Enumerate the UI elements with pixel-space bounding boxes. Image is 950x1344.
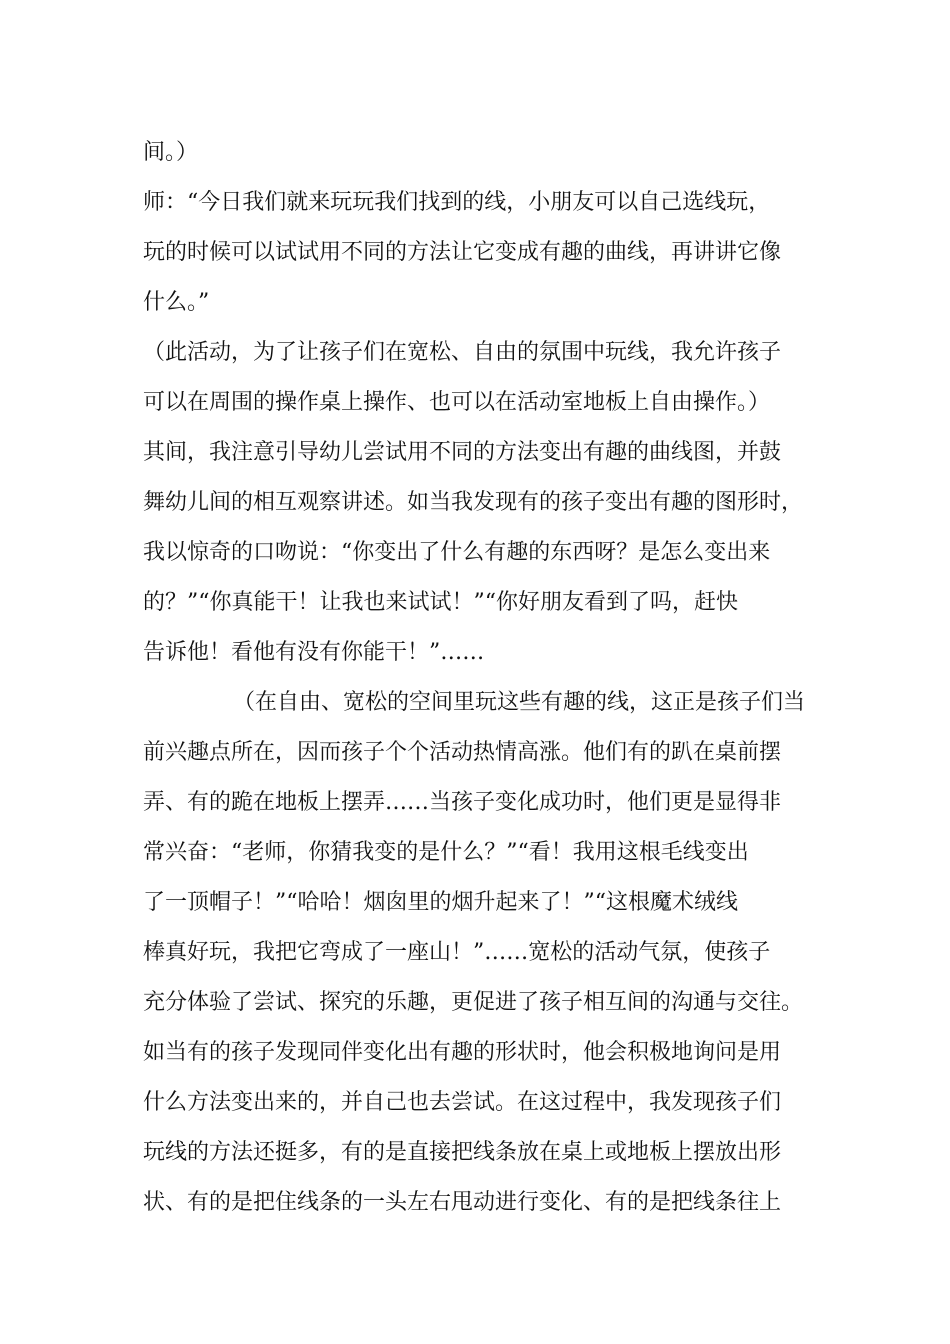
text-line: 玩的时候可以试试用不同的方法让它变成有趣的曲线，再讲讲它像 (143, 240, 782, 265)
text-line: 的？”“你真能干！让我也来试试！”“你好朋友看到了吗，赶快 (143, 590, 738, 615)
text-line: （此活动，为了让孩子们在宽松、自由的氛围中玩线，我允许孩子 (143, 340, 782, 365)
text-line: 状、有的是把住线条的一头左右甩动进行变化、有的是把线条往上 (143, 1190, 782, 1215)
body-text (143, 128, 823, 1228)
text-line: 舞幼儿间的相互观察讲述。如当我发现有的孩子变出有趣的图形时， (143, 490, 804, 515)
text-line: 师：“今日我们就来玩玩我们找到的线，小朋友可以自己选线玩， (143, 190, 771, 215)
text-line: 玩线的方法还挺多，有的是直接把线条放在桌上或地板上摆放出形 (143, 1140, 782, 1165)
text-line: 如当有的孩子发现同伴变化出有趣的形状时，他会积极地询问是用 (143, 1040, 782, 1065)
text-line: 前兴趣点所在，因而孩子个个活动热情高涨。他们有的趴在桌前摆 (143, 740, 782, 765)
text-line: 可以在周围的操作桌上操作、也可以在活动室地板上自由操作。） (143, 390, 771, 415)
text-line: 什么方法变出来的，并自己也去尝试。在这过程中，我发现孩子们 (143, 1090, 782, 1115)
text-line: 弄、有的跪在地板上摆弄……当孩子变化成功时，他们更是显得非 (143, 790, 782, 815)
text-line: 棒真好玩，我把它弯成了一座山！”……宽松的活动气氛，使孩子 (143, 940, 771, 965)
text-line: 什么。” (143, 290, 210, 315)
text-line: 常兴奋：“老师，你猜我变的是什么？”“看！我用这根毛线变出 (143, 840, 749, 865)
text-line: 告诉他！看他有没有你能干！”…… (143, 640, 485, 665)
text-line: 间。） (143, 140, 199, 165)
text-line: 我以惊奇的口吻说：“你变出了什么有趣的东西呀？是怎么变出来 (143, 540, 771, 565)
text-line: 了一顶帽子！”“哈哈！烟囱里的烟升起来了！”“这根魔术绒线 (143, 890, 738, 915)
text-line: 其间，我注意引导幼儿尝试用不同的方法变出有趣的曲线图，并鼓 (143, 440, 782, 465)
text-line-indented: （在自由、宽松的空间里玩这些有趣的线，这正是孩子们当 (233, 690, 806, 715)
text-line: 充分体验了尝试、探究的乐趣，更促进了孩子相互间的沟通与交往。 (143, 990, 804, 1015)
